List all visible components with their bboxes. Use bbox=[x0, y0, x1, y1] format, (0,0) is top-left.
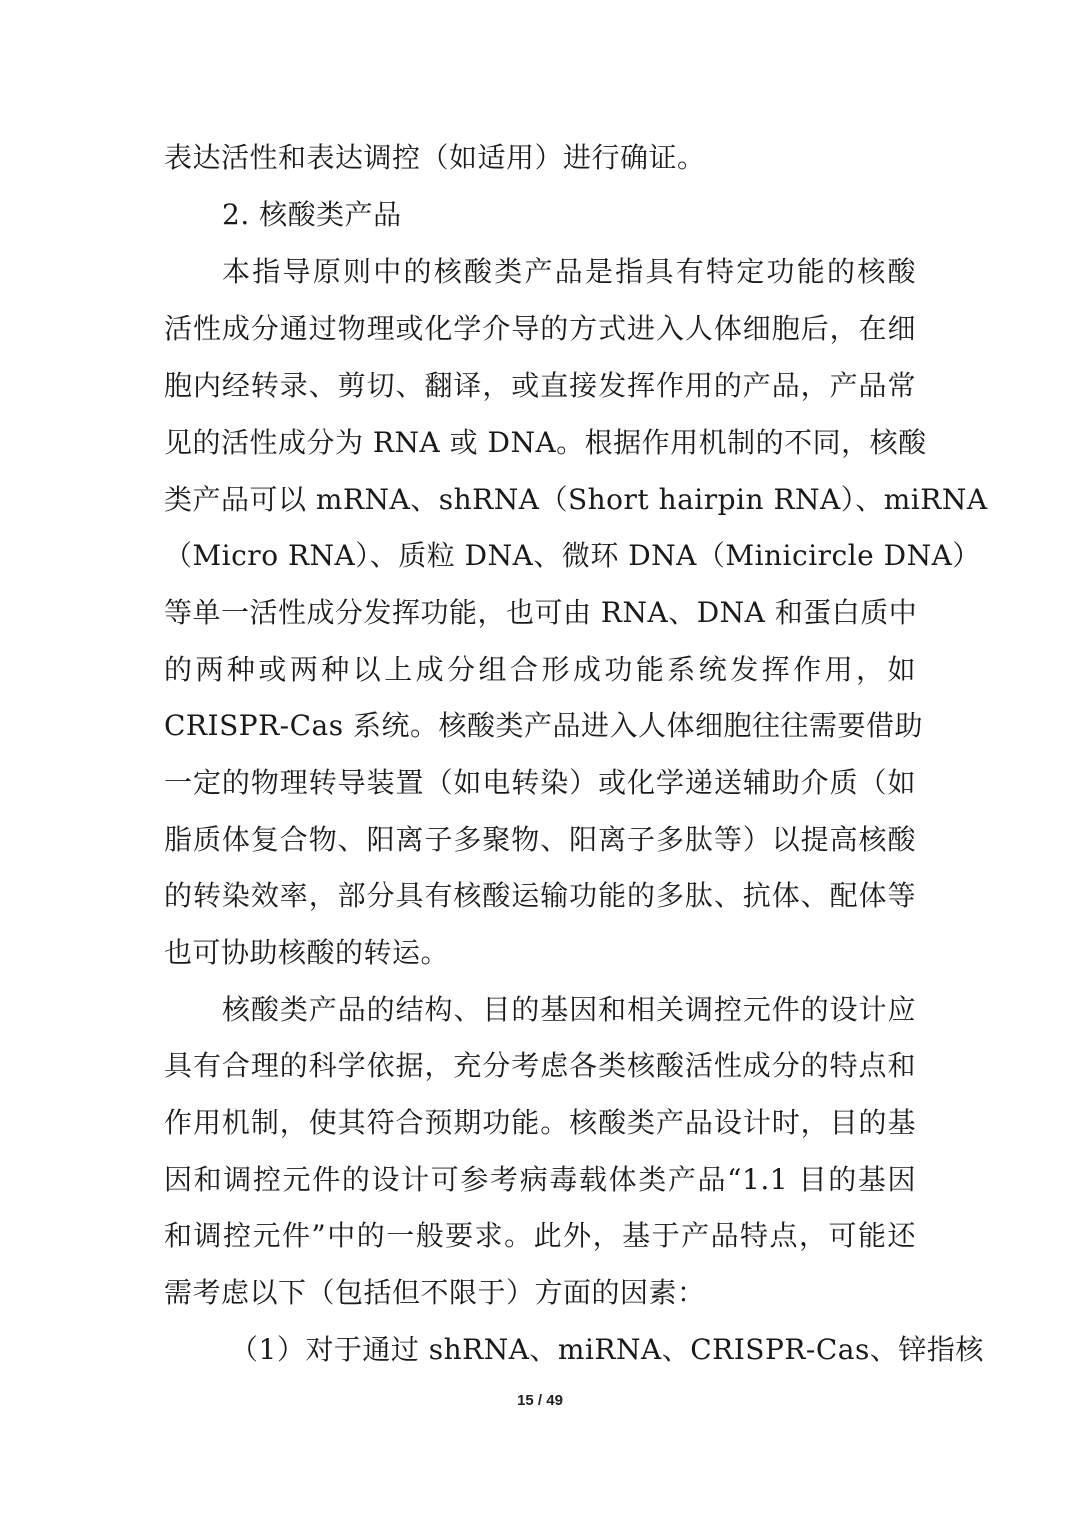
paragraph-line: 见的活性成分为 RNA 或 DNA。根据作用机制的不同，核酸 bbox=[164, 426, 927, 459]
list-item-line: （1）对于通过 shRNA、miRNA、CRISPR-Cas、锌指核 bbox=[230, 1333, 984, 1366]
paragraph-line: 需考虑以下（包括但不限于）方面的因素： bbox=[164, 1276, 706, 1309]
paragraph-line: 具有合理的科学依据，充分考虑各类核酸活性成分的特点和 bbox=[164, 1049, 916, 1082]
paragraph-line: 表达活性和表达调控（如适用）进行确证。 bbox=[164, 141, 706, 174]
paragraph-line: 类产品可以 mRNA、shRNA（Short hairpin RNA）、miRNA bbox=[164, 483, 988, 516]
paragraph-line: 的两种或两种以上成分组合形成功能系统发挥作用，如 bbox=[164, 653, 916, 686]
paragraph-line: 核酸类产品的结构、目的基因和相关调控元件的设计应 bbox=[222, 993, 916, 1026]
paragraph-line: 也可协助核酸的转运。 bbox=[164, 936, 450, 969]
paragraph-line: 的转染效率，部分具有核酸运输功能的多肽、抗体、配体等 bbox=[164, 879, 916, 912]
paragraph-line: 等单一活性成分发挥功能，也可由 RNA、DNA 和蛋白质中 bbox=[164, 596, 918, 629]
paragraph-line: 因和调控元件的设计可参考病毒载体类产品“1.1 目的基因 bbox=[164, 1163, 916, 1196]
paragraph-line: 脂质体复合物、阳离子多聚物、阳离子多肽等）以提高核酸 bbox=[164, 823, 916, 856]
paragraph-line: 胞内经转录、剪切、翻译，或直接发挥作用的产品，产品常 bbox=[164, 369, 916, 402]
paragraph-line: 活性成分通过物理或化学介导的方式进入人体细胞后，在细 bbox=[164, 312, 916, 345]
paragraph-line: 和调控元件”中的一般要求。此外，基于产品特点，可能还 bbox=[164, 1219, 916, 1252]
paragraph-line: 作用机制，使其符合预期功能。核酸类产品设计时，目的基 bbox=[164, 1106, 916, 1139]
paragraph-line: CRISPR-Cas 系统。核酸类产品进入人体细胞往往需要借助 bbox=[164, 709, 924, 742]
paragraph-line: 本指导原则中的核酸类产品是指具有特定功能的核酸 bbox=[222, 255, 916, 288]
paragraph-line: 一定的物理转导装置（如电转染）或化学递送辅助介质（如 bbox=[164, 766, 916, 799]
section-heading: 2. 核酸类产品 bbox=[222, 198, 402, 231]
paragraph-line: （Micro RNA）、质粒 DNA、微环 DNA（Minicircle DNA） bbox=[164, 539, 981, 572]
page-number: 15 / 49 bbox=[517, 1392, 563, 1409]
